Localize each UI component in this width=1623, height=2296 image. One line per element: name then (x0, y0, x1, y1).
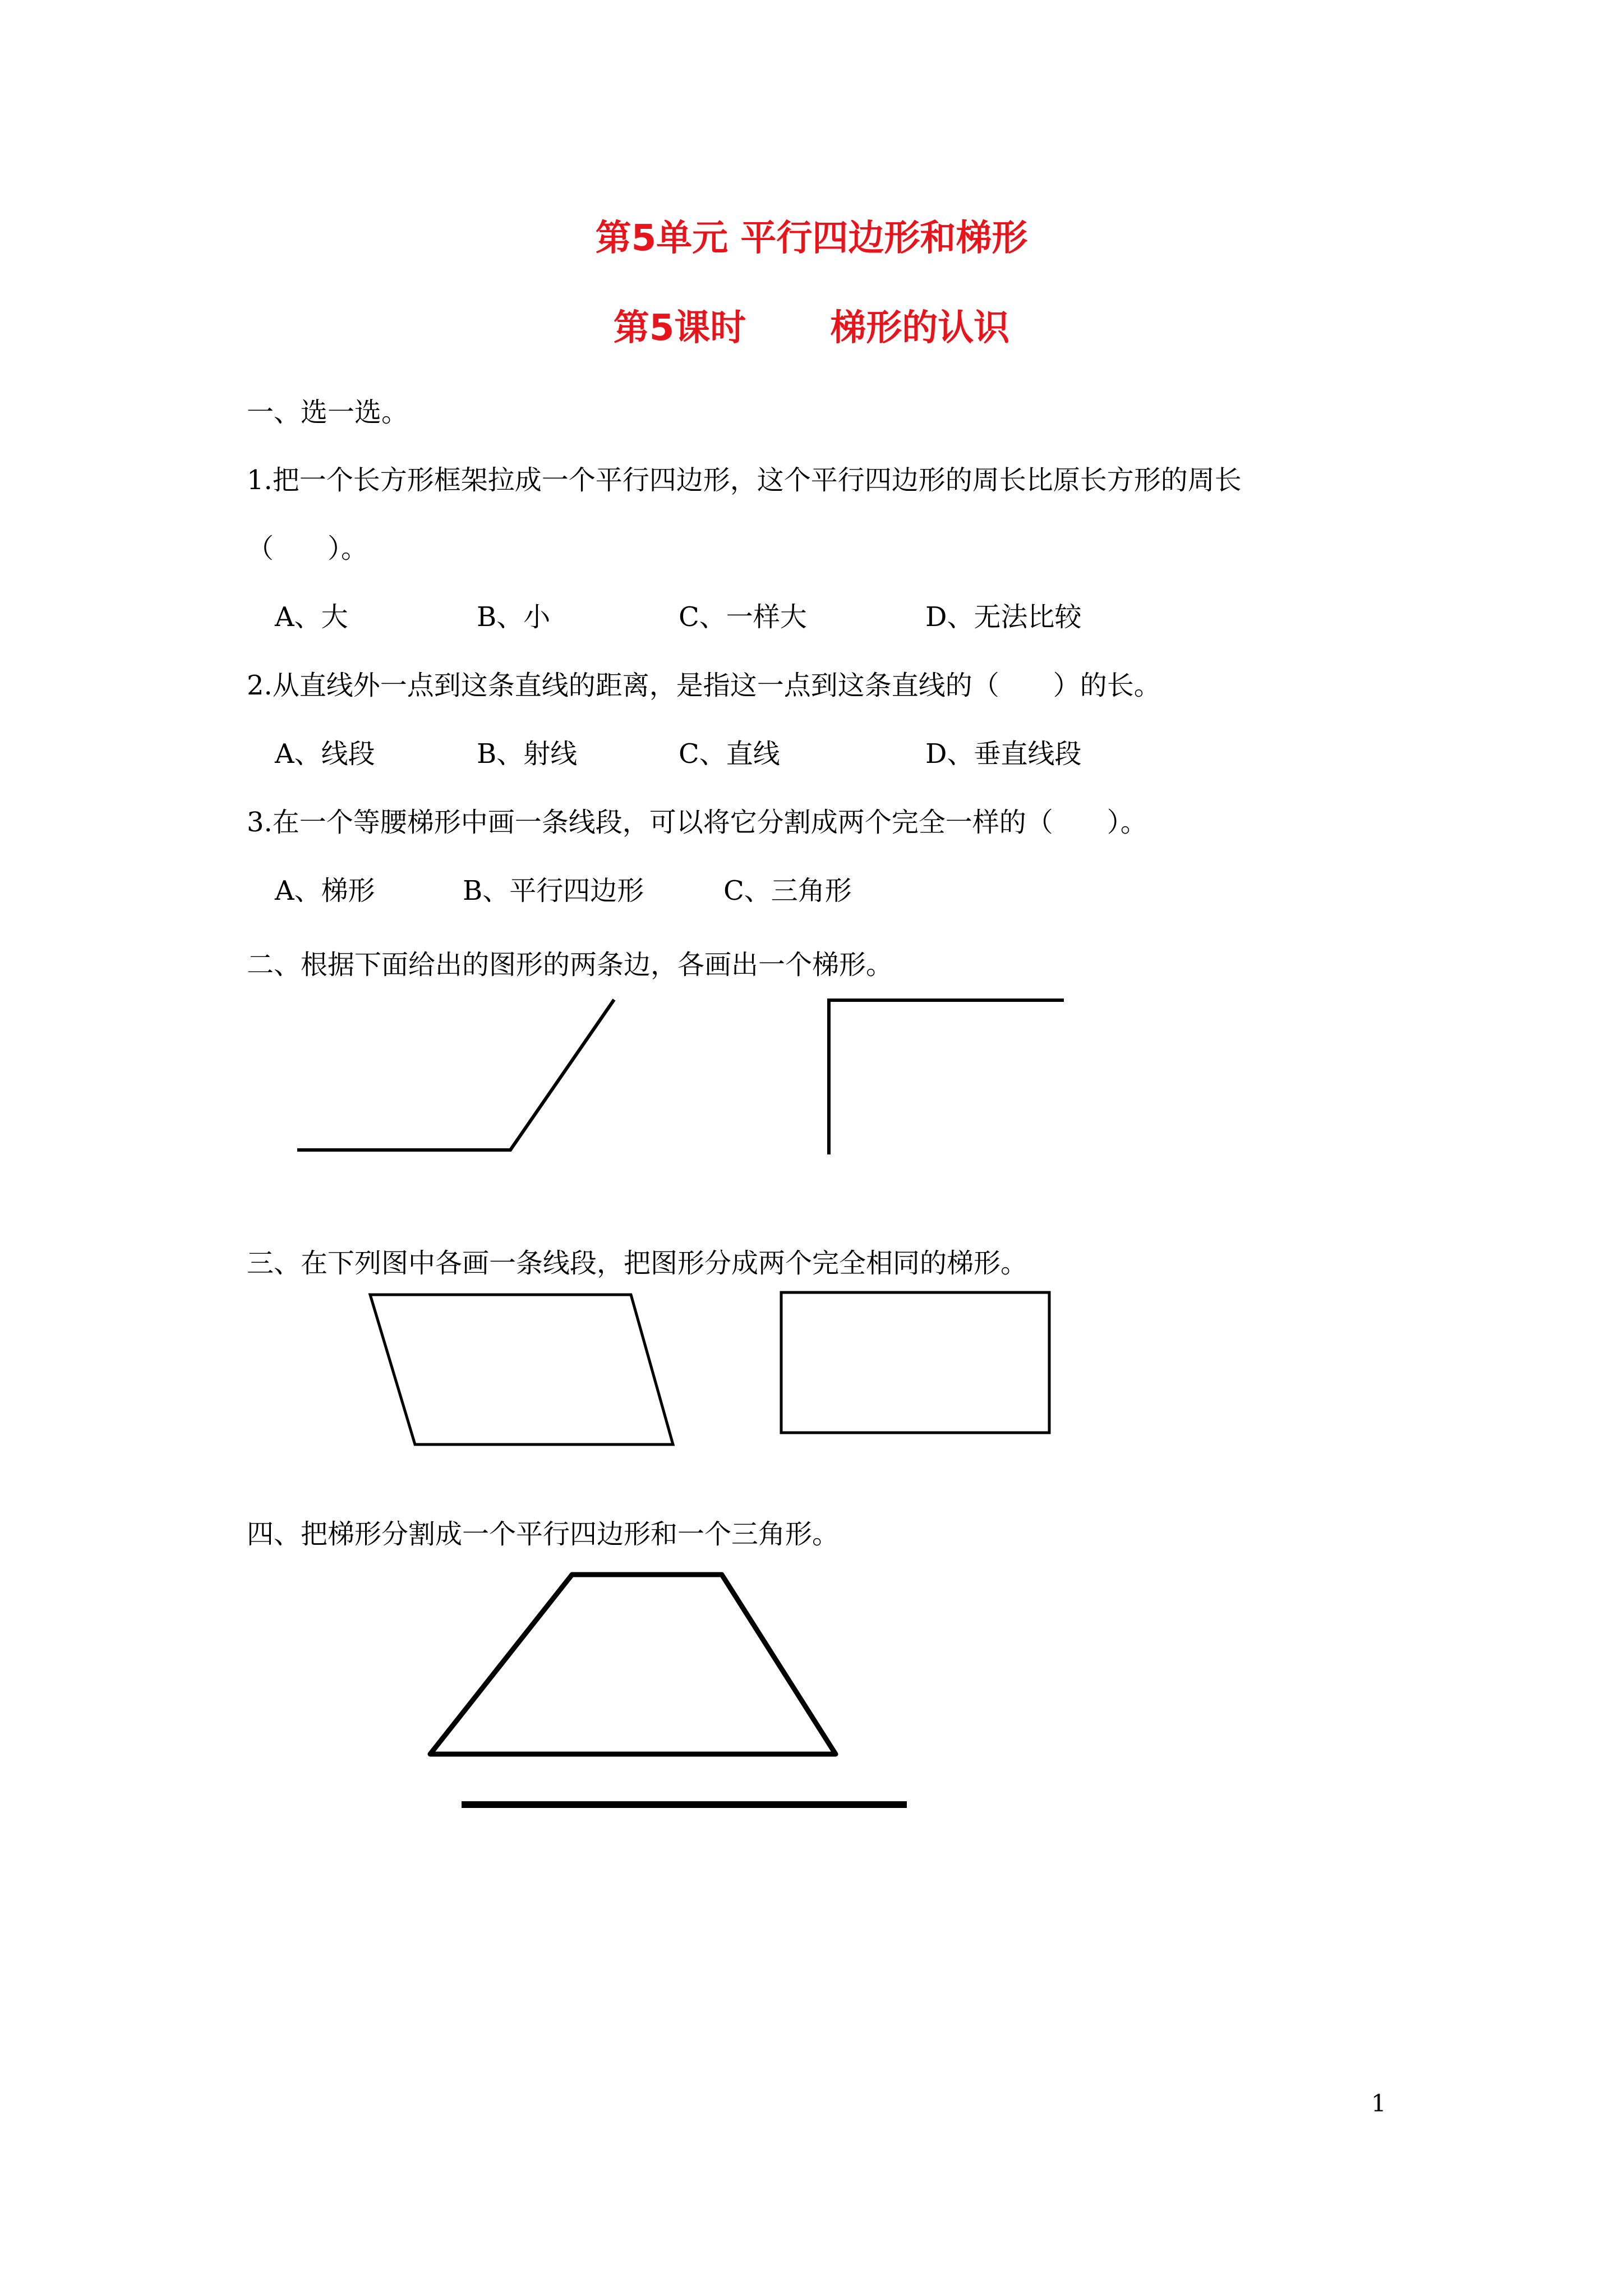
question-2-option-c: C、直线 (679, 738, 780, 770)
question-3-option-a: A、梯形 (275, 875, 375, 907)
question-2-text: 2.从直线外一点到这条直线的距离，是指这一点到这条直线的（ ）的长。 (247, 670, 1161, 701)
s3-parallelogram (370, 1295, 673, 1444)
question-1-option-b: B、小 (477, 601, 551, 633)
question-1-option-c: C、一样大 (679, 601, 807, 633)
lesson-number: 第5课时 (613, 307, 746, 349)
lesson-topic: 梯形的认识 (830, 307, 1010, 349)
section-3-heading: 三、在下列图中各画一条线段，把图形分成两个完全相同的梯形。 (247, 1248, 1028, 1279)
question-2-option-b: B、射线 (477, 738, 578, 770)
question-3-text: 3.在一个等腰梯形中画一条线段，可以将它分割成两个完全一样的（ ）。 (247, 807, 1147, 838)
question-1-option-d: D、无法比较 (925, 601, 1082, 633)
s2-figure-right-angle-edges (829, 1000, 1064, 1154)
question-3-option-b: B、平行四边形 (463, 875, 644, 907)
section-1-heading: 一、选一选。 (247, 397, 409, 428)
question-2-option-d: D、垂直线段 (925, 738, 1082, 770)
s3-rectangle (781, 1292, 1049, 1433)
question-1-option-a: A、大 (275, 601, 348, 633)
s2-figure-slanted-edges (297, 1000, 614, 1150)
page-title: 第5单元 平行四边形和梯形 (595, 218, 1028, 259)
question-3-option-c: C、三角形 (723, 875, 852, 907)
s4-trapezoid (430, 1575, 836, 1754)
question-1-line-1: 1.把一个长方形框架拉成一个平行四边形，这个平行四边形的周长比原长方形的周长 (247, 464, 1242, 496)
question-2-option-a: A、线段 (275, 738, 375, 770)
question-1-line-2: （ ）。 (247, 533, 368, 564)
section-2-heading: 二、根据下面给出的图形的两条边，各画出一个梯形。 (247, 949, 893, 981)
page-number: 1 (1371, 2090, 1386, 2117)
section-4-heading: 四、把梯形分割成一个平行四边形和一个三角形。 (247, 1519, 840, 1550)
